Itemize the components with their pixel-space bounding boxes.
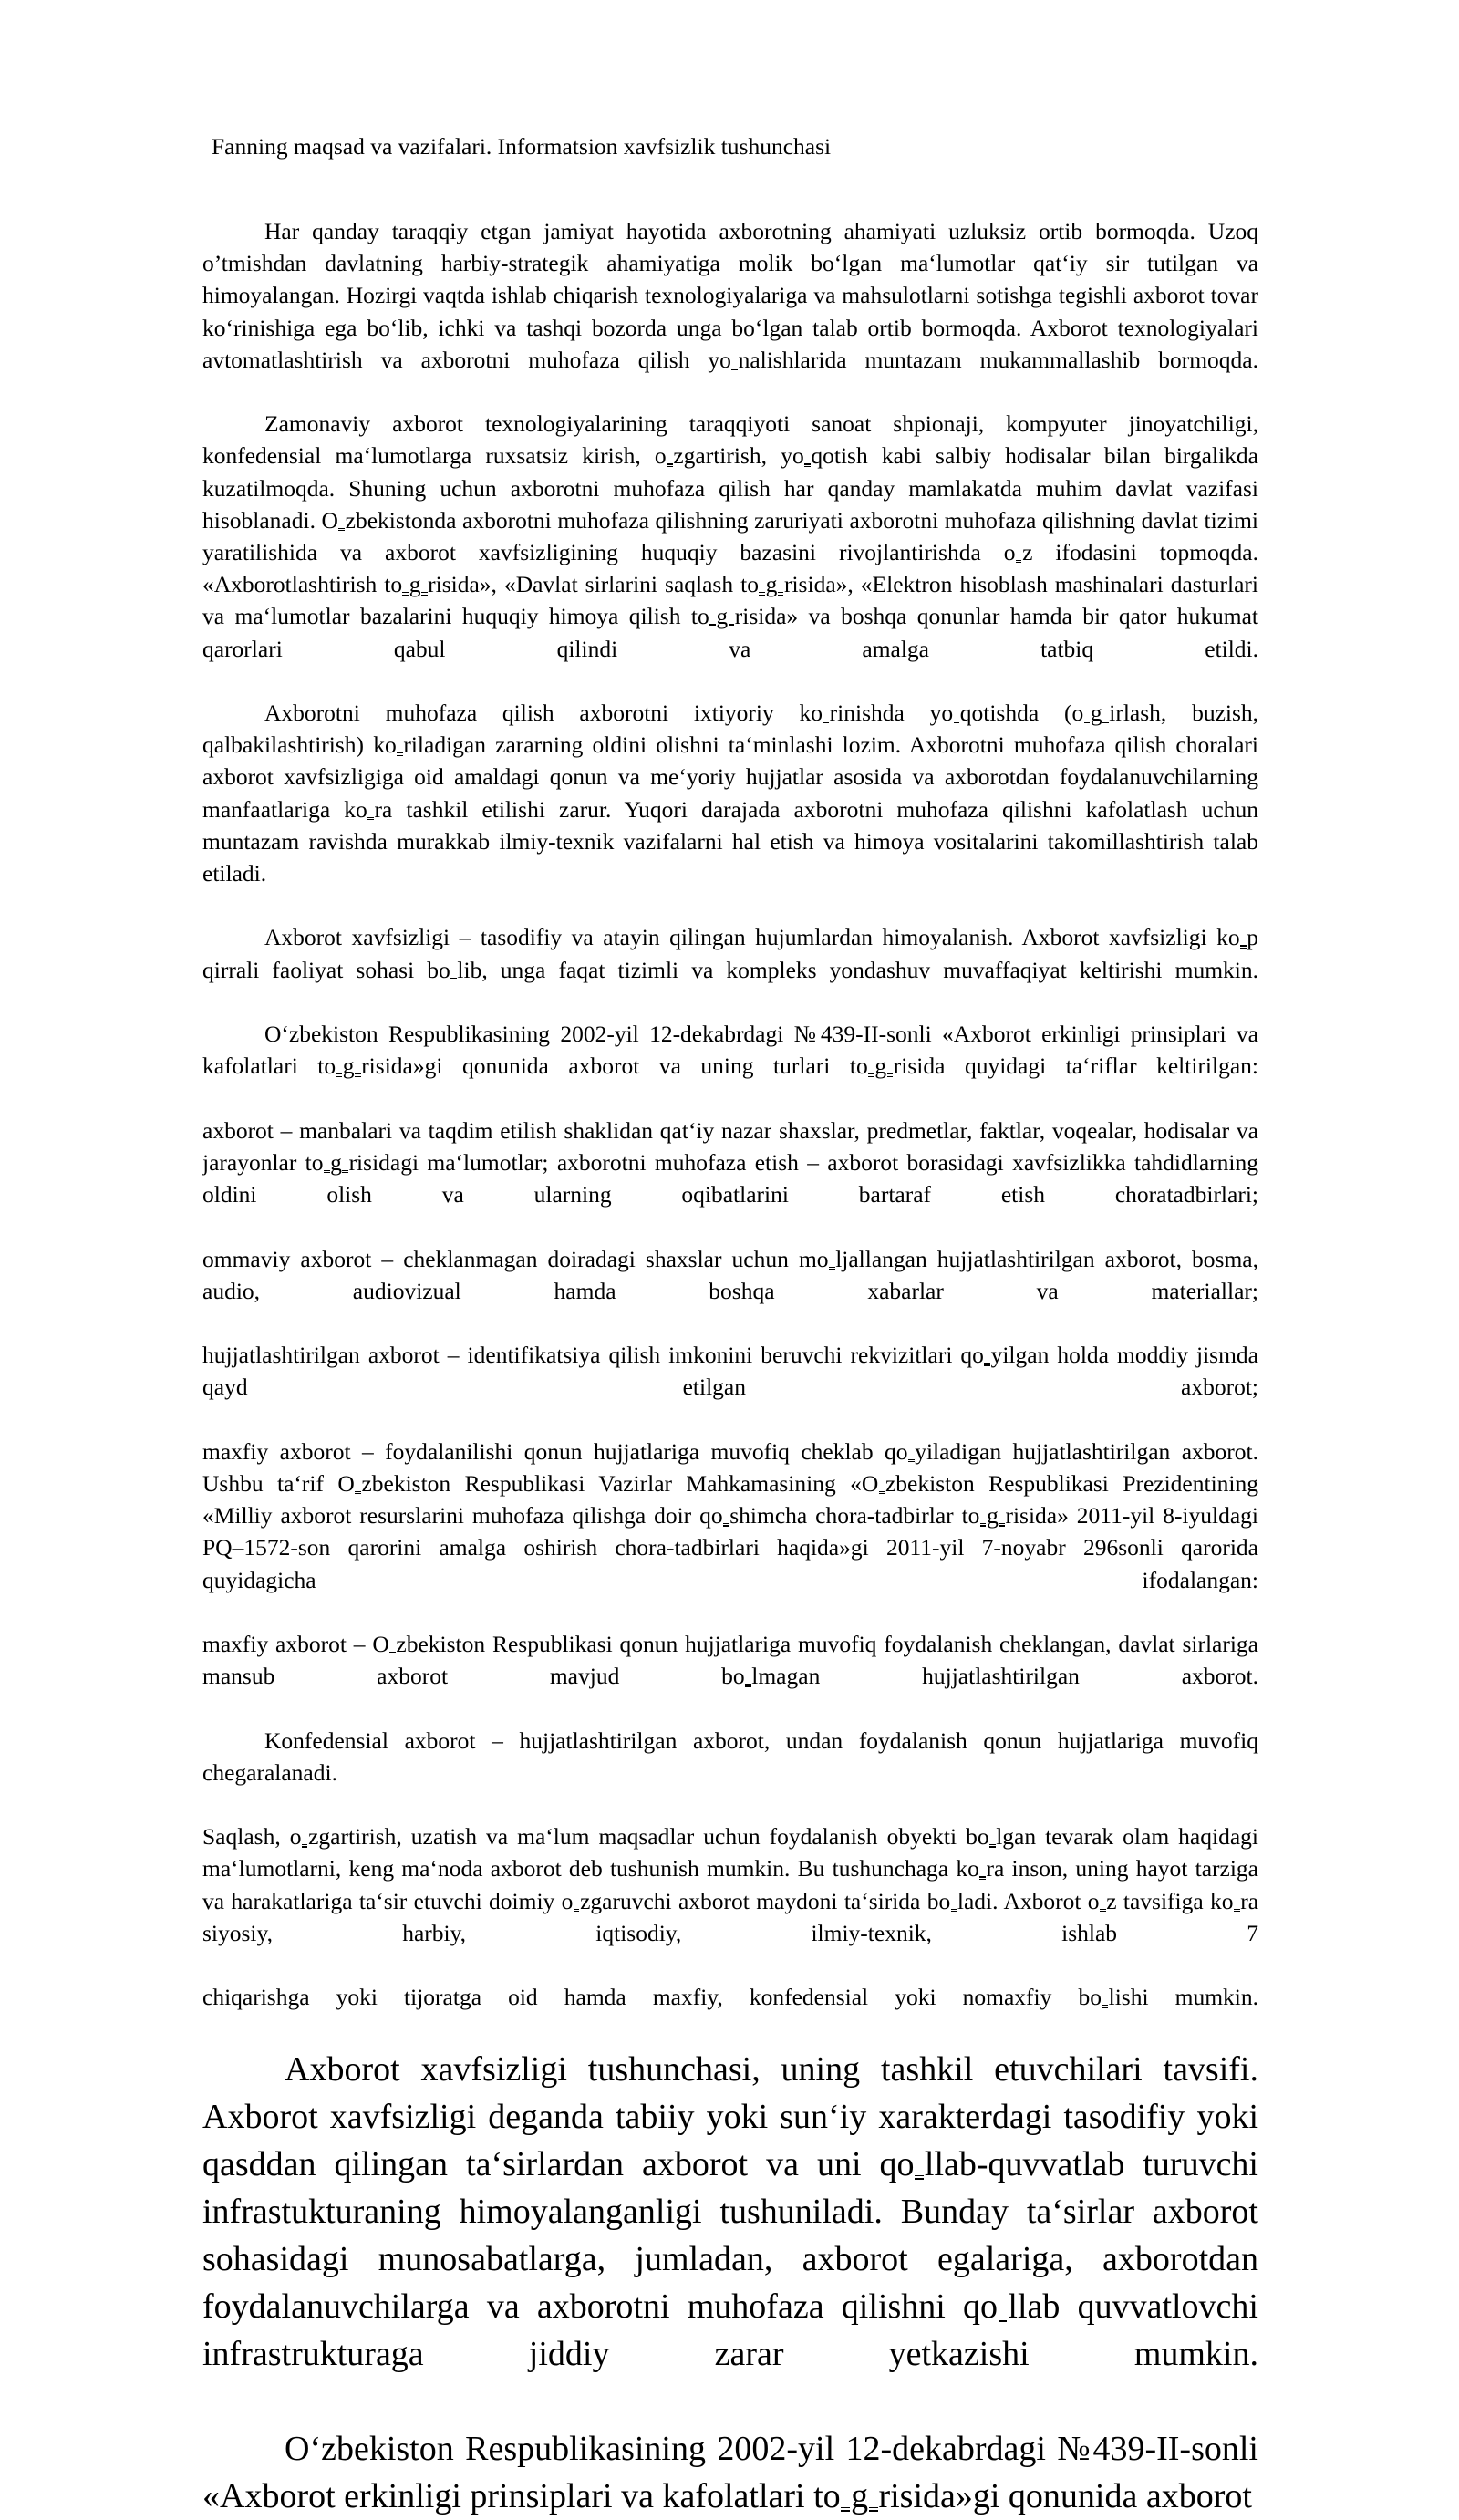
underscore-glyph [868, 1051, 875, 1074]
underscore-glyph [402, 569, 409, 593]
underscore-glyph [397, 730, 404, 753]
underscore-glyph [324, 1146, 331, 1170]
underscore-glyph [1234, 1885, 1241, 1909]
underscore-glyph [777, 569, 784, 593]
paragraph-emphasis: Axborot xavfsizligi tushunchasi, uning tashkil etuvchilari tavsifi. Axborot xavfsizligi deganda tabiiy yoki sun‘iy xarakterdagi tasodifiy yoki qasddan qilingan ta‘sirlardan axborot va uni qo llab-quvvatlab turuvchi infrastukturaning himoyalanganligi tushuniladi. Bunday ta‘sirlar axborot sohasidagi munosabatlarga, jumladan, axborot egalariga, axborotdan foydalanuvchilarga va axborotni muhofaza qilishni qo llab quvvatlovchi infrastrukturaga jiddiy zarar yetkazishi mumkin. [202, 2049, 1258, 2373]
underscore-glyph [989, 1821, 997, 1845]
underscore-glyph [389, 1628, 397, 1652]
underscore-glyph [573, 1885, 580, 1909]
paragraph: axborot – manbalari va taqdim etilish shaklidan qat‘iy nazar shaxslar, predmetlar, faktlar, voqealar, hodisalar va jarayonlar to g risidagi ma‘lumotlar; axborotni muhofaza etish – axborot borasidagi xavfsizlikka tahdidlarning oldini olish va ularning oqibatlarini bartaraf etish choratadbirlari; [202, 1116, 1258, 1208]
underscore-glyph [823, 698, 830, 721]
underscore-glyph [984, 1340, 991, 1364]
underscore-glyph [355, 1467, 362, 1491]
underscore-glyph [709, 601, 717, 625]
underscore-glyph [421, 569, 429, 593]
underscore-glyph [804, 441, 812, 464]
paragraph: Konfedensial axborot – hujjatlashtirilgan axborot, undan foydalanish qonun hujjatlariga muvofiq chegaralanadi. [202, 1727, 1258, 1786]
underscore-glyph [1083, 698, 1091, 721]
underscore-glyph [745, 1661, 752, 1685]
paragraph: maxfiy axborot – foydalanilishi qonun hujjatlariga muvofiq cheklab qo yiladigan hujjatlashtirilgan axborot. Ushbu ta‘rif O zbekiston Respublikasi Vazirlar Mahkamasining «O zbekiston Respublikasi Prezidentining «Milliy axborot resurslarini muhofaza qilishga doir qo shimcha chora-tadbirlar to g risida» 2011-yil 8-iyuldagi PQ–1572-son qarorini amalga oshirish chora-tadbirlari haqida»gi 2011-yil 7-noyabr 296sonli qarorida quyidagicha ifodalangan: [202, 1436, 1258, 1628]
underscore-glyph [301, 1821, 308, 1845]
underscore-glyph [759, 569, 766, 593]
underscore-glyph [450, 954, 458, 978]
underscore-glyph [979, 1500, 987, 1524]
underscore-glyph [1015, 537, 1022, 561]
underscore-glyph [886, 1051, 894, 1074]
underscore-glyph [950, 1885, 957, 1909]
underscore-glyph [728, 601, 735, 625]
underscore-glyph [342, 1146, 349, 1170]
document-body [202, 215, 1258, 2520]
underscore-glyph [915, 2141, 925, 2175]
underscore-glyph [367, 793, 375, 817]
paragraph: Saqlash, o zgartirish, uzatish va ma‘lum maqsadlar uchun foydalanish obyekti bo lgan tevarak olam haqidagi ma‘lumotlarni, keng ma‘noda axborot deb tushunish mumkin. Bu tushunchaga ko ra inson, uning hayot tarziga va harakatlariga ta‘sir etuvchi doimiy o zgaruvchi axborot maydoni ta‘sirida bo ladi. Axborot o z tavsifiga ko ra siyosiy, harbiy, iqtisodiy, ilmiy-texnik, ishlab 7 [202, 1820, 1258, 1981]
paragraph: ommaviy axborot – cheklanmagan doiradagi shaxslar uchun mo ljallangan hujjatlashtirilgan axborot, bosma, audio, audiovizual hamda boshqa xabarlar va materiallar; [202, 1243, 1258, 1340]
underscore-glyph [336, 1051, 343, 1074]
paragraph: Har qanday taraqqiy etgan jamiyat hayotida axborotning ahamiyati uzluksiz ortib bormoqda. Uzoq o’tmishdan davlatning harbiy-strategik ahamiyatiga molik bo‘lgan ma‘lumotlar qat‘iy sir tutilgan va himoyalangan. Hozirgi vaqtda ishlab chiqarish texnologiyalariga va mahsulotlarni sotishga tegishli axborot tovar ko‘rinishiga ega bo‘lib, ichki va tashqi bozorda unga bo‘lgan talab ortib bormoqda. Axborot texnologiyalari avtomatlashtirish va axborotni muhofaza qilish yo nalishlarida muntazam mukammallashib bormoqda. [202, 218, 1258, 373]
underscore-glyph [731, 344, 739, 368]
underscore-glyph [1102, 698, 1110, 721]
underscore-glyph [667, 441, 674, 464]
underscore-glyph [1102, 1982, 1109, 2006]
underscore-glyph [878, 1467, 885, 1491]
paragraph: Axborotni muhofaza qilish axborotni ixtiyoriy ko rinishda yo qotishda (o g irlash, buzish, qalbakilashtirish) ko riladigan zararning oldini olishni ta‘minlashi lozim. Axborotni muhofaza qilish choralari axborot xavfsizligiga oid amaldagi qonun va me‘yoriy hujjatlar asosida va axborotdan foydalanuvchilarning manfaatlariga ko ra tashkil etilishi zarur. Yuqori darajada axborotni muhofaza qilishni kafolatlash uchun muntazam ravishda murakkab ilmiy-texnik vazifalarni hal etish va himoya vositalarini takomillashtirish talab etiladi. [202, 697, 1258, 921]
page-header: Fanning maqsad va vazifalari. Informatsion xavfsizlik tushunchasi [212, 133, 832, 160]
underscore-glyph [868, 2473, 878, 2507]
underscore-glyph [1240, 922, 1247, 946]
underscore-glyph [723, 1500, 730, 1524]
paragraph: hujjatlashtirilgan axborot – identifikatsiya qilish imkonini beruvchi rekvizitlari qo yilgan holda moddiy jismda qayd etilgan axborot; [202, 1339, 1258, 1436]
paragraph: maxfiy axborot – O zbekiston Respublikasi qonun hujjatlariga muvofiq foydalanish cheklangan, davlat sirlariga mansub axborot mavjud bo lmagan hujjatlashtirilgan axborot. [202, 1628, 1258, 1725]
underscore-glyph [979, 1853, 987, 1877]
paragraph: Axborot xavfsizligi – tasodifiy va atayin qilingan hujumlardan himoyalanish. Axborot xavfsizligi ko p qirrali faoliyat sohasi bo lib, unga faqat tizimli va kompleks yondashuv muvaffaqiyat keltirishi mumkin. [202, 921, 1258, 1018]
underscore-glyph [1100, 1885, 1107, 1909]
paragraph: O‘zbekiston Respublikasining 2002-yil 12-dekabrdagi №439-II-sonli «Axborot erkinligi prinsiplari va kafolatlari to g risida»gi qonunida axborot va uning turlari to g risida quyidagi ta‘riflar keltirilgan: [202, 1021, 1259, 1080]
underscore-glyph [998, 2283, 1008, 2318]
underscore-glyph [829, 1243, 836, 1267]
paragraph-emphasis: O‘zbekiston Respublikasining 2002-yil 12-dekabrdagi №439-II-sonli «Axborot erkinligi prinsiplari va kafolatlari to g risida»gi qonunida axborot [202, 2429, 1258, 2515]
underscore-glyph [908, 1436, 916, 1459]
underscore-glyph [953, 698, 960, 721]
underscore-glyph [999, 1500, 1006, 1524]
underscore-glyph [338, 504, 346, 528]
paragraph: Zamonaviy axborot texnologiyalarining taraqqiyoti sanoat shpionaji, kompyuter jinoyatchiligi, konfedensial ma‘lumotlarga ruxsatsiz kirish, o zgartirish, yo qotish kabi salbiy hodisalar bilan birgalikda kuzatilmoqda. Shuning uchun axborotni muhofaza qilish har qanday mamlakatda muhim davlat vazifasi hisoblanadi. O zbekistonda axborotni muhofaza qilishning zaruriyati axborotni muhofaza qilishning davlat tizimi yaratilishida va axborot xavfsizligining huquqiy bazasini rivojlantirishda o z ifodasini topmoqda. «Axborotlashtirish to g risida», «Davlat sirlarini saqlash to g risida», «Elektron hisoblash mashinalari dasturlari va ma‘lumotlar bazalarini huquqiy himoya qilish to g risida» va boshqa qonunlar hamda bir qator hukumat qarorlari qabul qilindi va amalga tatbiq etildi. [202, 410, 1258, 662]
underscore-glyph [841, 2473, 851, 2507]
paragraph: chiqarishga yoki tijoratga oid hamda maxfiy, konfedensial yoki nomaxfiy bo lishi mumkin. [202, 1981, 1258, 2045]
underscore-glyph [355, 1051, 362, 1074]
